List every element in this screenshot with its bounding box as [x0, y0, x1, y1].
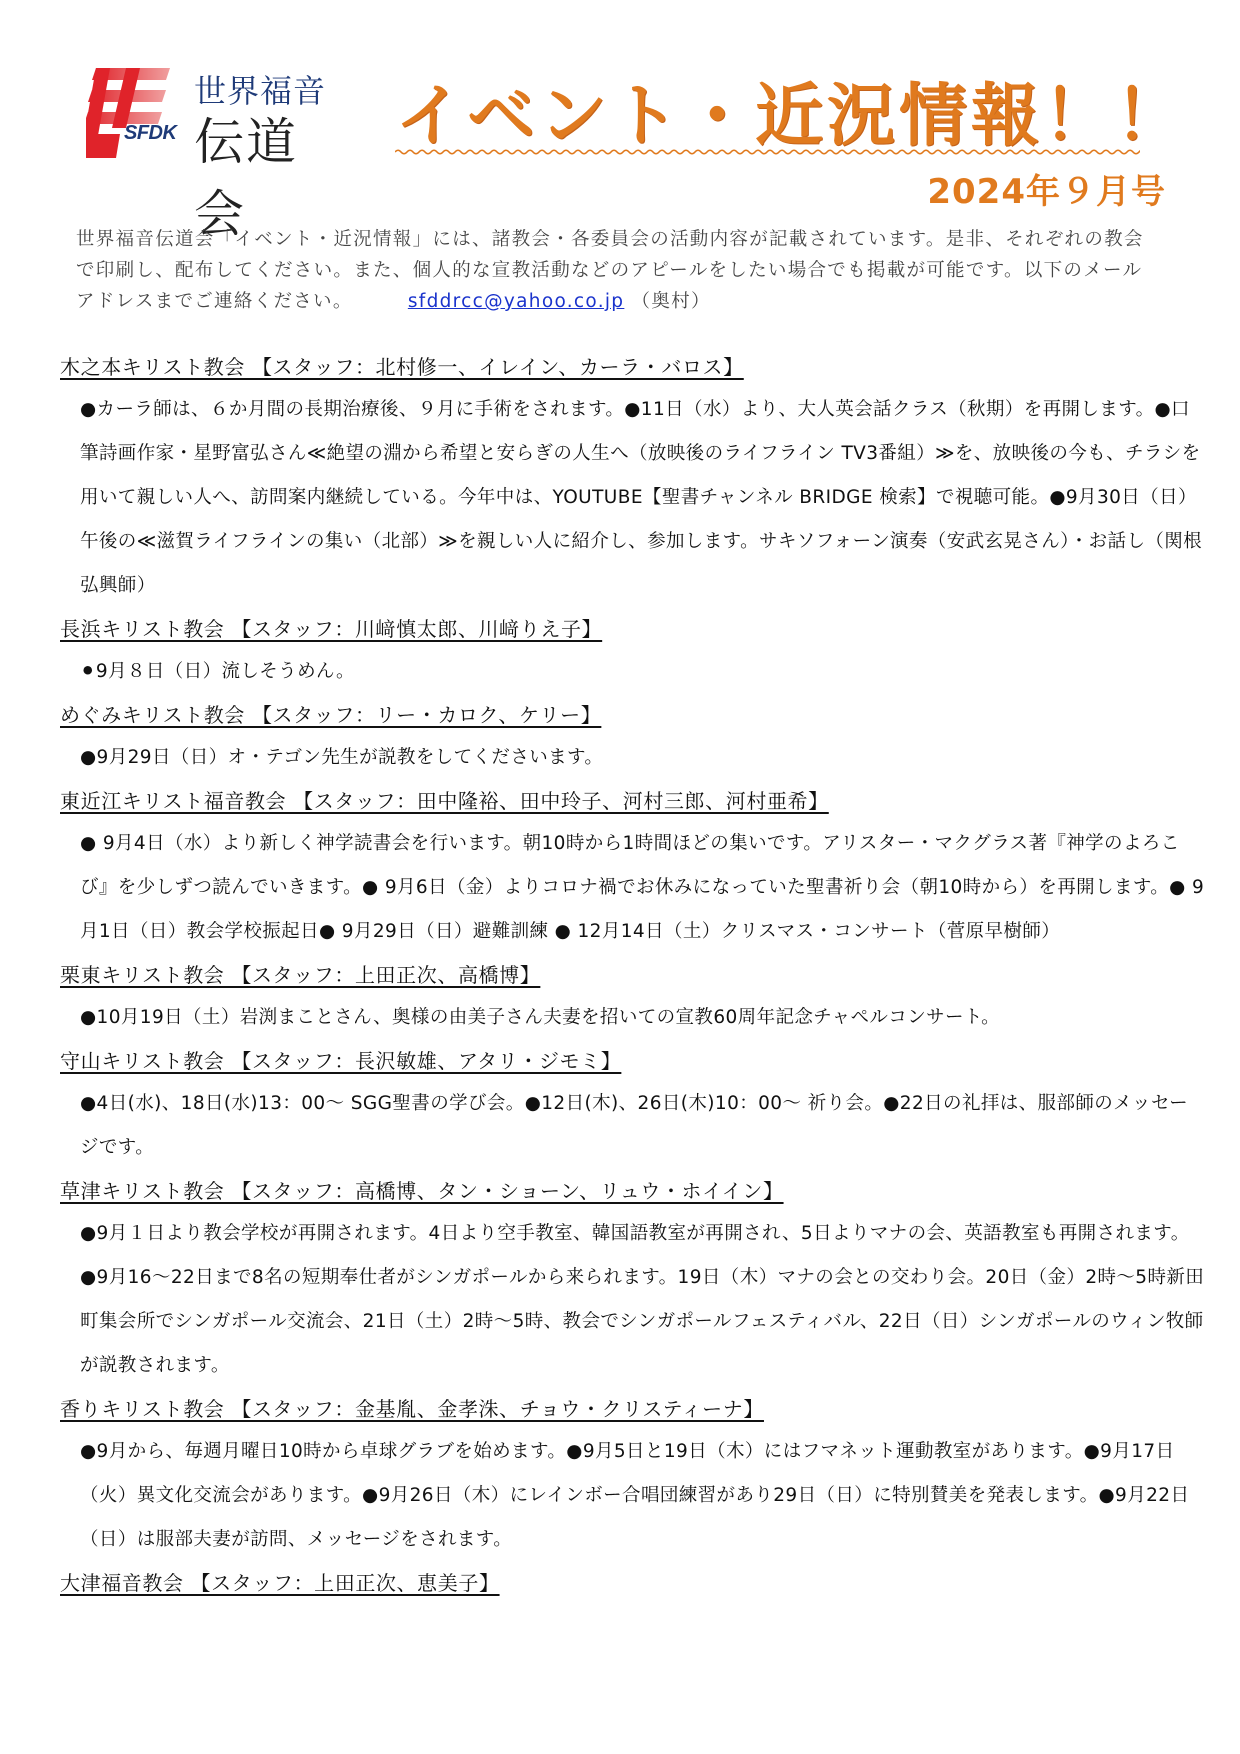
- church-heading: 香りキリスト教会 【スタッフ：金基胤、金孝洙、チョウ・クリスティーナ】: [60, 1397, 764, 1421]
- intro-paragraph: [76, 224, 1156, 317]
- church-news: ●4日(水)、18日(水)13：00～ SGG聖書の学び会。●12日(木)、26日(木)10：00～ 祈り会。●22日の礼拝は、服部師のメッセージです。: [80, 1093, 1189, 1158]
- church-section: [60, 780, 1205, 954]
- church-news: ●カーラ師は、６か月間の長期治療後、９月に手術をされます。●11日（水）より、大人英会話クラス（秋期）を再開します。●口筆詩画作家・星野富弘さん≪絶望の淵から希望と安らぎの人生へ（放映後のライフライン TV3番組）≫を、放映後の今も、チラシを用いて親しい人へ、訪問案内継続している。今年中は、YOUTUBE【聖書チャンネル BRIDGE 検索】で視聴可能。●9月30日（日）午後の≪滋賀ライフラインの集い（北部）≫を親しい人に紹介し、参加します。サキソフォーン演奏（安武玄晃さん）・お話し（関根弘興師）: [80, 399, 1203, 596]
- issue-date: 2024年９月号: [927, 172, 1166, 212]
- logo-name-line2: 伝道会: [194, 113, 298, 243]
- church-news: ●9月１日より教会学校が再開されます。4日より空手教室、韓国語教室が再開され、5日よりマナの会、英語教室も再開されます。●9月16～22日まで8名の短期奉仕者がシンガポールから来られます。19日（木）マナの会との交わり会。20日（金）2時～5時新田町集会所でシンガポール交流会、21日（土）2時～5時、教会でシンガポールフェスティバル、22日（日）シンガポールのウィン牧師が説教されます。: [80, 1223, 1205, 1376]
- church-heading: 木之本キリスト教会 【スタッフ：北村修一、イレイン、カーラ・バロス】: [60, 355, 744, 379]
- church-news: ● 9月4日（水）より新しく神学読書会を行います。朝10時から1時間ほどの集いです。アリスター・マクグラス著『神学のよろこび』を少しずつ読んでいきます。● 9月6日（金）よりコロナ禍でお休みになっていた聖書祈り会（朝10時から）を再開します。● 9月1日（日）教会学校振起日● 9月29日（日）避難訓練 ● 12月14日（土）クリスマス・コンサート（菅原早樹師）: [80, 833, 1205, 942]
- church-section: [60, 1170, 1205, 1388]
- church-heading: めぐみキリスト教会 【スタッフ：リー・カロク、ケリー】: [60, 703, 602, 727]
- title-underline-decoration: [395, 148, 1140, 156]
- church-news: ●9月から、毎週月曜日10時から卓球グラブを始めます。●9月5日と19日（木）にはフマネット運動教室があります。●9月17日（火）異文化交流会があります。●9月26日（木）にレインボー合唱団練習があり29日（日）に特別賛美を発表します。●9月22日（日）は服部夫妻が訪問、メッセージをされます。: [80, 1441, 1190, 1550]
- church-news: ●9月29日（日）オ・テゴン先生が説教をしてくださいます。: [80, 747, 604, 768]
- church-heading: 東近江キリスト福音教会 【スタッフ：田中隆裕、田中玲子、河村三郎、河村亜希】: [60, 789, 829, 813]
- page-header: [0, 0, 1240, 243]
- logo-name-line1: 世界福音: [194, 72, 327, 110]
- church-section: [60, 1040, 1205, 1170]
- church-section: [60, 954, 1205, 1040]
- church-section: [60, 694, 1205, 780]
- church-heading: 守山キリスト教会 【スタッフ：長沢敏雄、アタリ・ジモミ】: [60, 1049, 622, 1073]
- church-list: [60, 346, 1205, 1604]
- contact-email-link[interactable]: sfddrcc@yahoo.co.jp: [407, 291, 625, 312]
- church-section: [60, 1388, 1205, 1562]
- church-heading: 草津キリスト教会 【スタッフ：高橋博、タン・ショーン、リュウ・ホイイン】: [60, 1179, 784, 1203]
- church-news: ⚫9月８日（日）流しそうめん。: [80, 661, 355, 682]
- church-section: [60, 1562, 1205, 1604]
- church-section: [60, 608, 1205, 694]
- church-heading: 栗東キリスト教会 【スタッフ：上田正次、高橋博】: [60, 963, 541, 987]
- page-title: イベント・近況情報！！: [395, 77, 1188, 156]
- sfdk-logo: [86, 62, 327, 243]
- church-heading: 長浜キリスト教会 【スタッフ：川﨑慎太郎、川﨑りえ子】: [60, 617, 603, 641]
- church-heading: 大津福音教会 【スタッフ：上田正次、恵美子】: [60, 1571, 500, 1595]
- church-news: ●10月19日（土）岩渕まことさん、奥様の由美子さん夫妻を招いての宣教60周年記念チャペルコンサート。: [80, 1007, 1001, 1028]
- church-section: [60, 346, 1205, 608]
- logo-sfdk-text: SFDK: [124, 122, 177, 144]
- contact-name: （奥村）: [631, 291, 711, 312]
- intro-text: 世界福音伝道会「イベント・近況情報」には、諸教会・各委員会の活動内容が記載されています。是非、それぞれの教会で印刷し、配布してください。また、個人的な宣教活動などのアピールをしたい場合でも掲載が可能です。以下のメールアドレスまでご連絡ください。: [76, 229, 1144, 312]
